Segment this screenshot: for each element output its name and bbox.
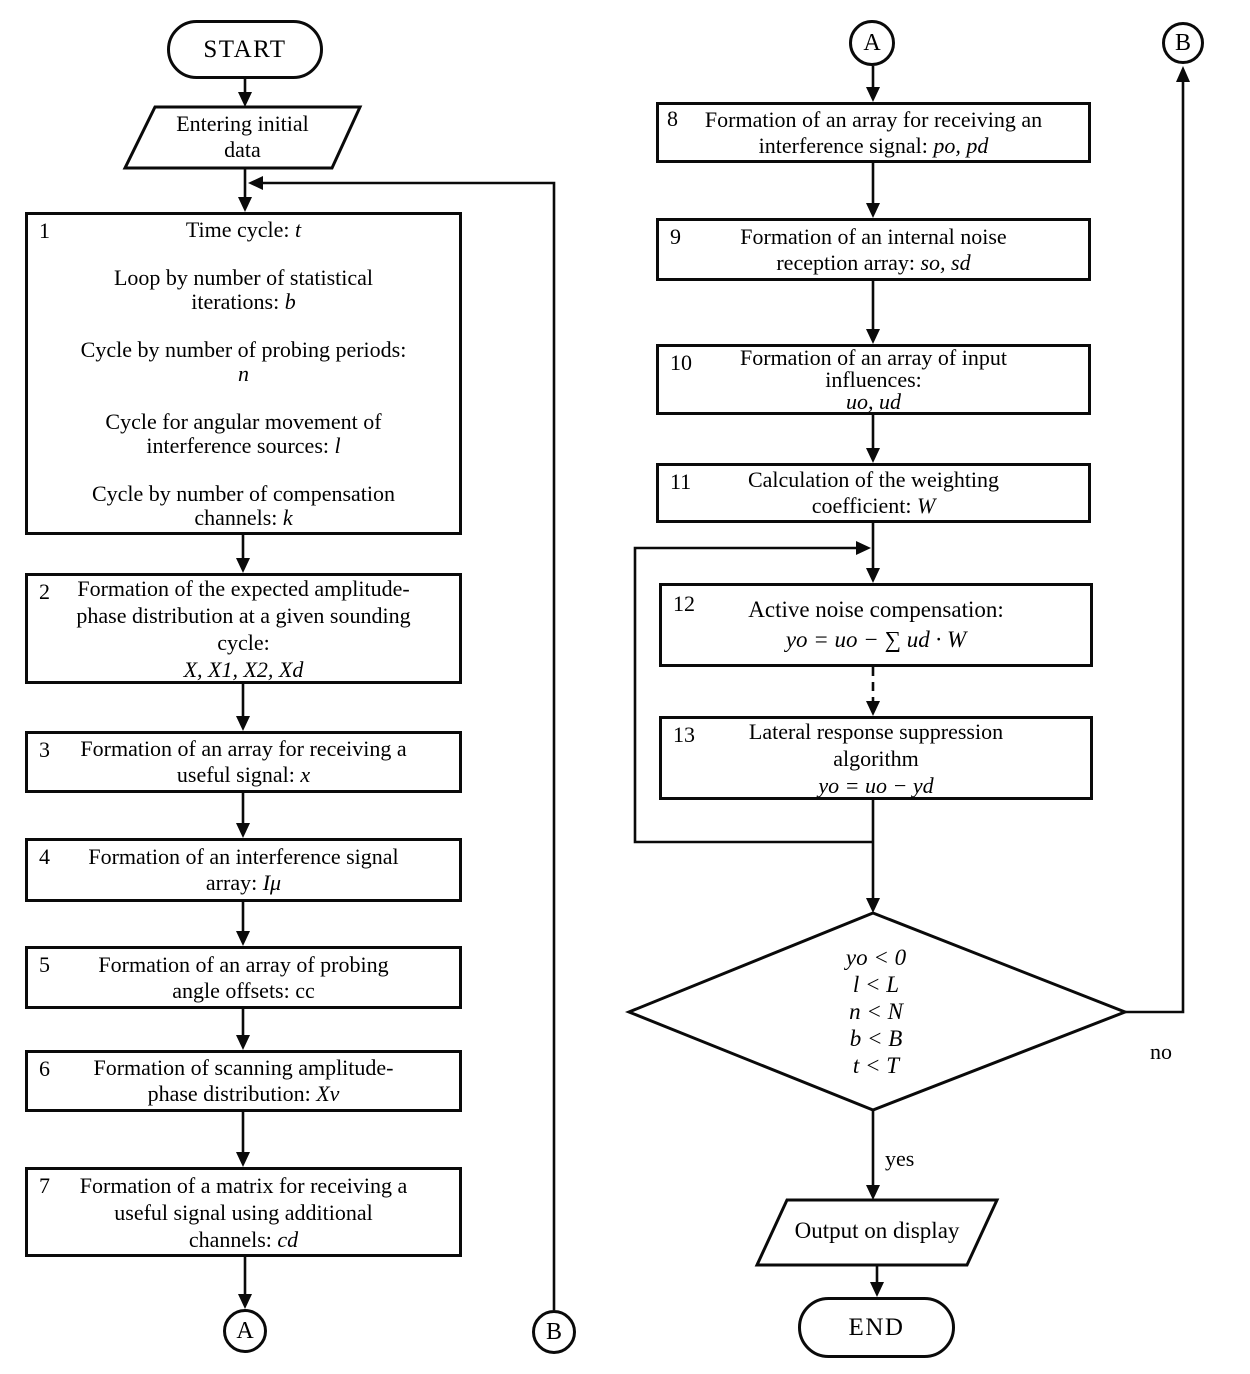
connector-a-bottom xyxy=(223,1309,267,1353)
process-block-11 xyxy=(656,463,1091,523)
connector-b-bottom xyxy=(532,1310,576,1354)
end-terminal xyxy=(798,1297,955,1358)
process-block-2 xyxy=(25,573,462,684)
block-4-text: Formation of an interference signal array: Iμ xyxy=(88,844,399,895)
arrowhead-decision-to-output xyxy=(866,1185,880,1200)
process-block-10 xyxy=(656,344,1091,415)
start-label: START xyxy=(203,35,287,63)
block-5-text: Formation of an array of probing angle offsets: cc xyxy=(98,951,389,1003)
block-9-text: Formation of an internal noise reception array: so, sd xyxy=(740,223,1007,275)
process-block-4 xyxy=(25,838,462,902)
arrowhead-output-to-end xyxy=(870,1282,884,1297)
block-8-text: Formation of an array for receiving an interference signal: po, pd xyxy=(704,106,1043,158)
line-no-branch xyxy=(1125,81,1183,1012)
block-7-text: Formation of a matrix for receiving a useful signal using additional channels: cd xyxy=(79,1172,408,1252)
block-10-number: 10 xyxy=(670,350,692,375)
block-5-number: 5 xyxy=(39,952,50,977)
arrowhead-loop-back xyxy=(856,541,871,555)
yes-branch-label: yes xyxy=(885,1146,915,1171)
block-2-number: 2 xyxy=(39,579,50,604)
process-block-8 xyxy=(656,102,1091,163)
decision-conditions xyxy=(629,944,1123,1079)
arrowhead-block13-to-decision xyxy=(866,898,880,913)
arrowhead-b-return xyxy=(248,176,263,190)
process-block-5 xyxy=(25,946,462,1009)
arrowhead-block11-to-block12 xyxy=(866,568,880,583)
arrowhead-block5-to-block6 xyxy=(236,1035,250,1050)
block-10-text: Formation of an array of input influences: uo, ud xyxy=(740,344,1007,414)
block-11-text: Calculation of the weighting coefficient: W xyxy=(747,467,1000,518)
process-block-13 xyxy=(659,716,1093,800)
block-1-number: 1 xyxy=(39,218,50,243)
block-7-number: 7 xyxy=(39,1173,50,1198)
block-12-text: Active noise compensation: yo = uo − ∑ ud · W xyxy=(748,597,1004,652)
arrowhead-block1-to-block2 xyxy=(236,558,250,573)
arrowhead-start-to-input xyxy=(238,92,252,107)
connector-b-top xyxy=(1162,22,1204,64)
arrowhead-block6-to-block7 xyxy=(236,1152,250,1167)
connector-b-bottom-label: B xyxy=(545,1318,562,1345)
block-6-text: Formation of scanning amplitude- phase distribution: Xv xyxy=(93,1055,394,1106)
connector-a-bottom-label: A xyxy=(236,1317,254,1344)
end-label: END xyxy=(848,1313,905,1341)
arrowhead-no-branch xyxy=(1176,66,1190,82)
input-parallelogram-text xyxy=(125,111,360,163)
block-6-number: 6 xyxy=(39,1056,50,1081)
block-11-number: 11 xyxy=(670,469,692,494)
arrowhead-block9-to-block10 xyxy=(866,329,880,344)
connector-a-top xyxy=(849,20,895,66)
process-block-7 xyxy=(25,1167,462,1257)
output-parallelogram-text: Output on display xyxy=(794,1218,960,1243)
no-branch-label: no xyxy=(1150,1039,1172,1064)
arrowhead-input-to-block1 xyxy=(238,197,252,212)
process-block-9 xyxy=(656,218,1091,281)
block-3-number: 3 xyxy=(39,737,50,762)
process-block-12 xyxy=(659,583,1093,667)
block-13-text: Lateral response suppression algorithm yo = uo − yd xyxy=(748,718,1004,798)
process-block-6 xyxy=(25,1050,462,1112)
process-block-1 xyxy=(25,212,462,535)
block-4-number: 4 xyxy=(39,844,50,869)
arrowhead-block4-to-block5 xyxy=(236,931,250,946)
arrowhead-block8-to-block9 xyxy=(866,203,880,218)
connector-a-top-label: A xyxy=(863,29,881,56)
block-9-number: 9 xyxy=(670,224,681,249)
block-2-text: Formation of the expected amplitude- phase distribution at a given sounding cycle: X, X1, X2, Xd xyxy=(76,575,411,682)
arrowhead-block10-to-block11 xyxy=(866,448,880,463)
block-12-number: 12 xyxy=(673,591,695,616)
process-block-3 xyxy=(25,731,462,793)
decision-condition-lines: yo < 0 l < L n < N b < B t < T xyxy=(845,945,907,1078)
block-1-text: Time cycle: t Loop by number of statistical iterations: b Cycle by number of probing periods: n Cycle for angular movement of interference sources: l Cycle by number of compensation channels: k xyxy=(80,216,407,530)
block-3-text: Formation of an array for receiving a useful signal: x xyxy=(80,736,407,787)
arrowhead-block2-to-block3 xyxy=(236,716,250,731)
arrowhead-block7-to-connector-a xyxy=(238,1294,252,1309)
connector-b-top-label: B xyxy=(1174,29,1191,56)
arrowhead-block3-to-block4 xyxy=(236,823,250,838)
arrowhead-connector-a-to-block8 xyxy=(866,87,880,102)
block-8-number: 8 xyxy=(667,106,678,131)
block-13-number: 13 xyxy=(673,722,695,747)
arrowhead-block12-to-block13 xyxy=(866,701,880,716)
start-terminal xyxy=(167,20,323,79)
input-text-lines: Entering initial data xyxy=(176,111,309,162)
